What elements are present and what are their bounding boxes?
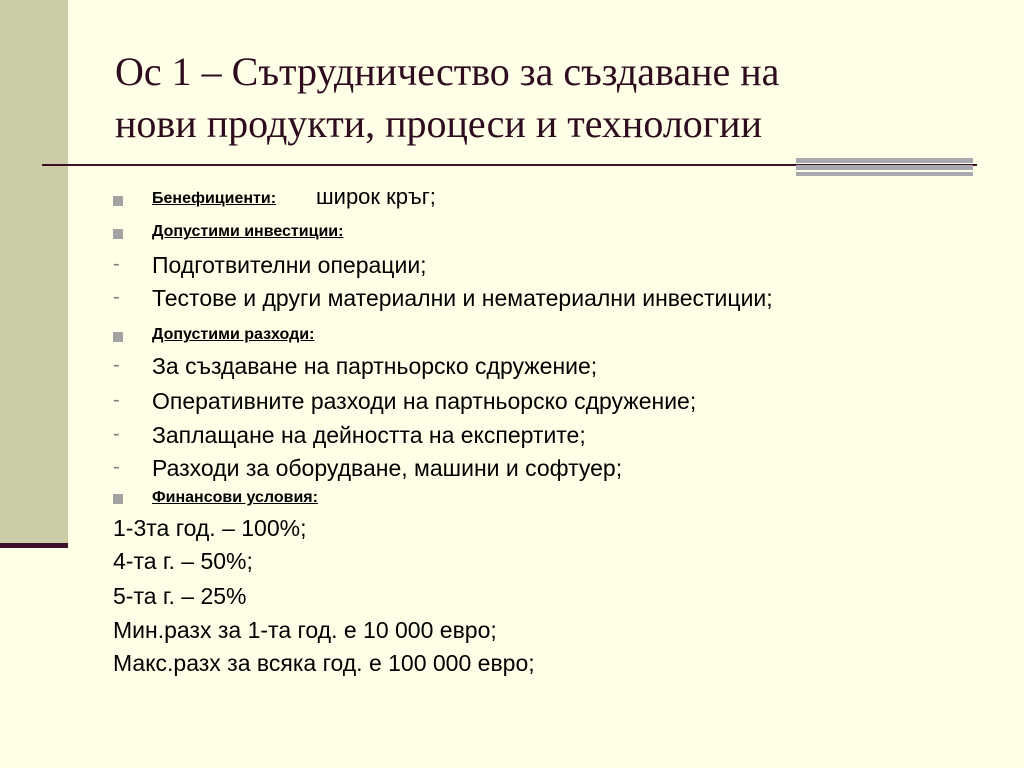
beneficiaries-value: широк кръг; [316,184,436,209]
investment-item-text: Тестове и други материални и нематериални инвестиции; [152,285,773,311]
cost-item-text: Заплащане на дейността на експертите; [152,422,586,448]
finance-line: Мин.разх за 1-та год. е 10 000 евро; [113,617,497,643]
dash-marker: - [113,389,120,411]
dash-marker: - [113,354,120,376]
finance-line: 5-та г. – 25% [113,583,247,609]
cost-item-text: За създаване на партньорско сдружение; [152,353,598,379]
slide-title [115,46,975,150]
title-line-2: нови продукти, процеси и технологии [115,101,762,146]
dash-marker: - [113,286,120,308]
finance-line: 4-та г. – 50%; [113,548,253,574]
investment-item-text: Подготвителни операции; [152,252,427,278]
costs-label: Допустими разходи: [152,326,315,343]
side-decor-line [0,543,68,548]
side-decor-band [0,0,68,543]
finance-label: Финансови условия: [152,489,318,506]
finance-line: Макс.разх за всяка год. е 100 000 евро; [113,650,535,676]
title-line-1: Ос 1 – Сътрудничество за създаване на [115,49,780,94]
square-bullet-icon [113,494,123,504]
cost-item-text: Разходи за оборудване, машини и софтуер; [152,455,623,481]
square-bullet-icon [113,196,123,206]
investments-label: Допустими инвестиции: [152,223,344,240]
dash-marker: - [113,253,120,275]
title-divider-accent [796,158,973,176]
square-bullet-icon [113,229,123,239]
cost-item-text: Оперативните разходи на партньорско сдружение; [152,388,697,414]
dash-marker: - [113,423,120,445]
square-bullet-icon [113,332,123,342]
beneficiaries-label: Бенефициенти: [152,190,277,207]
dash-marker: - [113,456,120,478]
finance-line: 1-3та год. – 100%; [113,515,307,541]
